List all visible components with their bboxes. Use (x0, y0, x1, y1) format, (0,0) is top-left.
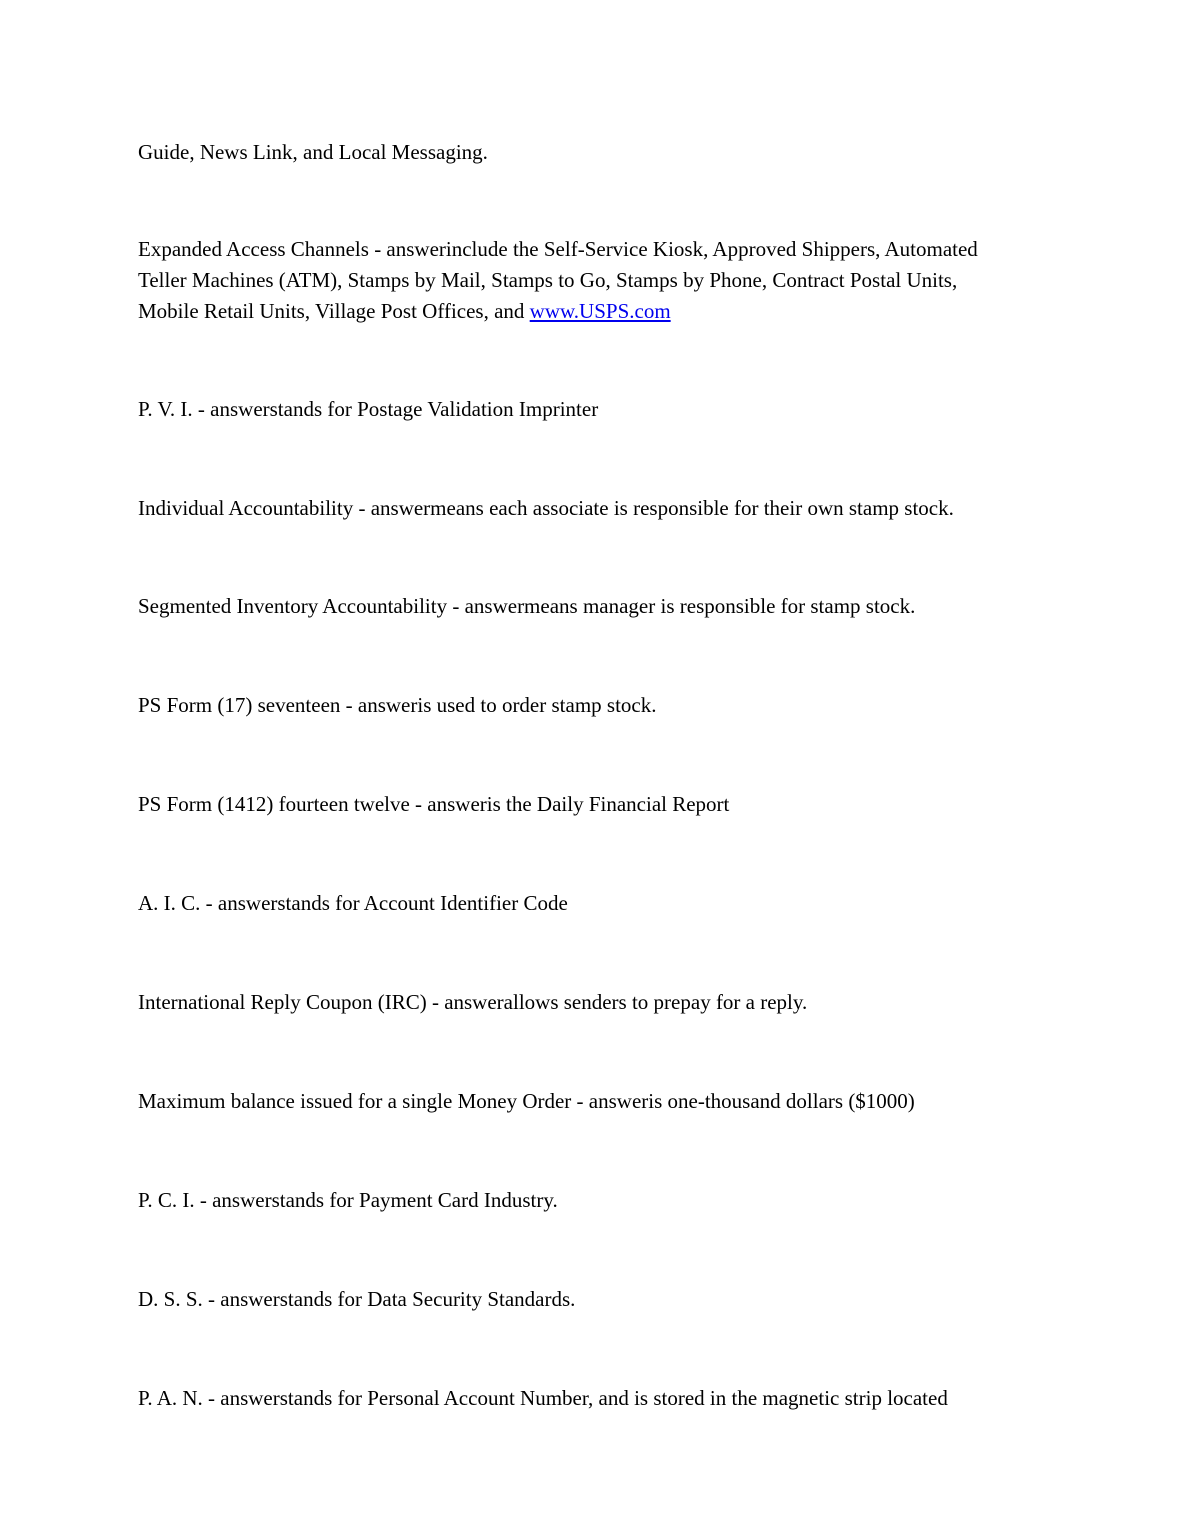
paragraph-money-order: Maximum balance issued for a single Money Order - answeris one-thousand dollars ($1000) (138, 1089, 915, 1113)
paragraph-line: Teller Machines (ATM), Stamps by Mail, Stamps to Go, Stamps by Phone, Contract Postal Units, (138, 268, 958, 292)
paragraph-pci: P. C. I. - answerstands for Payment Card Industry. (138, 1188, 558, 1212)
paragraph-line (138, 296, 1058, 327)
paragraph-pvi: P. V. I. - answerstands for Postage Validation Imprinter (138, 397, 599, 421)
paragraph-individual-accountability: Individual Accountability - answermeans each associate is responsible for their own stamp stock. (138, 496, 954, 520)
paragraph-ps-form-1412: PS Form (1412) fourteen twelve - answeris the Daily Financial Report (138, 792, 730, 816)
paragraph-pan: P. A. N. - answerstands for Personal Account Number, and is stored in the magnetic strip located (138, 1386, 948, 1410)
paragraph-segmented-inventory: Segmented Inventory Accountability - answermeans manager is responsible for stamp stock. (138, 594, 916, 618)
paragraph-irc: International Reply Coupon (IRC) - answerallows senders to prepay for a reply. (138, 990, 808, 1014)
paragraph-expanded-access-channels (138, 234, 1058, 327)
paragraph-aic: A. I. C. - answerstands for Account Identifier Code (138, 891, 568, 915)
paragraph-ps-form-17: PS Form (17) seventeen - answeris used to order stamp stock. (138, 693, 657, 717)
paragraph-dss: D. S. S. - answerstands for Data Security Standards. (138, 1287, 576, 1311)
usps-website-link[interactable]: www.USPS.com (529, 299, 671, 323)
paragraph-line-text: Mobile Retail Units, Village Post Offices, and (138, 299, 530, 323)
paragraph-line: Expanded Access Channels - answerinclude the Self-Service Kiosk, Approved Shippers, Automated (138, 237, 978, 261)
paragraph-local-messaging: Guide, News Link, and Local Messaging. (138, 140, 488, 164)
